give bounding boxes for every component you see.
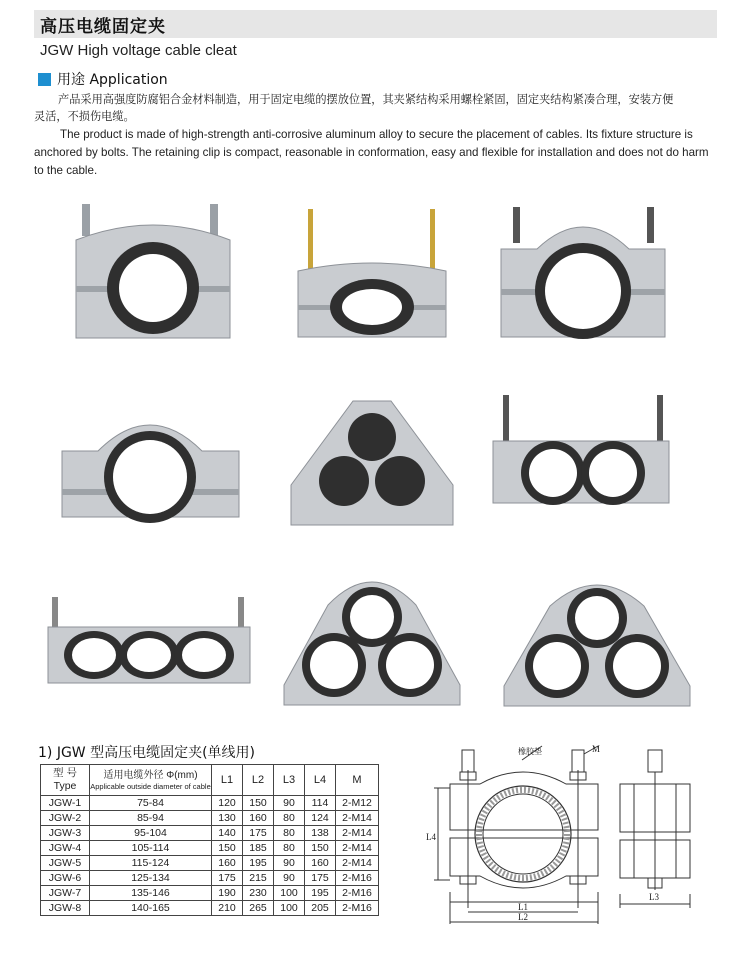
cell-m: 2-M14 [336, 856, 379, 871]
cell-l4: 124 [305, 811, 336, 826]
header-l4: L4 [305, 765, 336, 796]
cell-type: JGW-3 [41, 826, 90, 841]
header-m: M [336, 765, 379, 796]
cell-l2: 230 [243, 886, 274, 901]
cell-l1: 150 [212, 841, 243, 856]
cell-l3: 80 [274, 841, 305, 856]
section-heading [38, 69, 168, 89]
cell-m: 2-M16 [336, 871, 379, 886]
double-cable-cleat-photo [489, 393, 674, 528]
cell-l1: 130 [212, 811, 243, 826]
bullet-square-icon [38, 73, 51, 86]
cell-l4: 175 [305, 871, 336, 886]
cell-diameter: 140-165 [90, 901, 212, 916]
page-title: 高压电缆固定夹 [40, 17, 166, 37]
cell-type: JGW-8 [41, 901, 90, 916]
cell-type: JGW-7 [41, 886, 90, 901]
cell-l3: 100 [274, 901, 305, 916]
cell-l3: 100 [274, 886, 305, 901]
single-cable-cleat-dark-photo [497, 205, 669, 345]
cell-l3: 90 [274, 871, 305, 886]
cell-diameter: 95-104 [90, 826, 212, 841]
cell-l2: 195 [243, 856, 274, 871]
cell-diameter: 75-84 [90, 796, 212, 811]
para-en-line3: to the cable. [34, 164, 98, 177]
cell-l1: 140 [212, 826, 243, 841]
cell-type: JGW-2 [41, 811, 90, 826]
table-row [41, 871, 379, 886]
table-row [41, 901, 379, 916]
cell-m: 2-M16 [336, 886, 379, 901]
single-cable-cleat-large-photo [68, 200, 238, 350]
header-type [41, 765, 90, 796]
cell-l3: 90 [274, 796, 305, 811]
cell-type: JGW-1 [41, 796, 90, 811]
cell-l2: 160 [243, 811, 274, 826]
cell-l1: 120 [212, 796, 243, 811]
three-cable-flat-cleat-photo [44, 595, 254, 705]
cell-diameter: 135-146 [90, 886, 212, 901]
table-title: 1) JGW 型高压电缆固定夹(单线用) [38, 745, 256, 761]
table-row [41, 841, 379, 856]
cell-diameter: 115-124 [90, 856, 212, 871]
cell-l3: 80 [274, 826, 305, 841]
header-dia-en: Applicable outside diameter of cable [90, 782, 211, 791]
header-dia-zh: 适用电缆外径 Φ(mm) [103, 770, 198, 781]
cell-m: 2-M14 [336, 826, 379, 841]
cell-m: 2-M14 [336, 841, 379, 856]
trefoil-cleat-photo [280, 565, 465, 710]
cell-l4: 150 [305, 841, 336, 856]
label-l4: L4 [426, 832, 436, 842]
cell-l4: 160 [305, 856, 336, 871]
cell-m: 2-M12 [336, 796, 379, 811]
cell-l4: 138 [305, 826, 336, 841]
table-row [41, 856, 379, 871]
single-cable-cleat-wide-photo [58, 405, 243, 530]
label-l3: L3 [649, 892, 659, 902]
section-heading-label: 用途 Application [57, 72, 168, 88]
para-zh-line2: 灵活，不损伤电缆。 [34, 110, 135, 123]
cell-l4: 195 [305, 886, 336, 901]
header-type-zh: 型 号 [53, 767, 77, 779]
cell-type: JGW-6 [41, 871, 90, 886]
label-m: M [592, 744, 601, 754]
cell-l4: 114 [305, 796, 336, 811]
table-header-row [41, 765, 379, 796]
front-view-drawing [420, 742, 610, 932]
cell-l1: 160 [212, 856, 243, 871]
cell-l3: 80 [274, 811, 305, 826]
cell-type: JGW-5 [41, 856, 90, 871]
header-l3: L3 [274, 765, 305, 796]
header-l2: L2 [243, 765, 274, 796]
cell-l2: 185 [243, 841, 274, 856]
cell-diameter: 105-114 [90, 841, 212, 856]
cell-l2: 150 [243, 796, 274, 811]
trefoil-cleat-spring-photo [500, 570, 695, 710]
label-l1: L1 [518, 902, 528, 912]
para-zh-line1: 产品采用高强度防腐铝合金材料制造，用于固定电缆的摆放位置，其夹紧结构采用螺栓紧固，固定夹结构紧凑合理，安装方便 [58, 93, 674, 106]
cell-m: 2-M14 [336, 811, 379, 826]
side-view-drawing [612, 742, 702, 912]
spec-table [40, 764, 379, 916]
cell-type: JGW-4 [41, 841, 90, 856]
para-en-line1: The product is made of high-strength anti-corrosive aluminum alloy to secure the placement of cables. Its fixture structure is [60, 128, 693, 141]
cell-l4: 205 [305, 901, 336, 916]
label-l2: L2 [518, 912, 528, 922]
cell-l1: 190 [212, 886, 243, 901]
cell-l3: 90 [274, 856, 305, 871]
cell-l1: 175 [212, 871, 243, 886]
cell-diameter: 125-134 [90, 871, 212, 886]
cell-diameter: 85-94 [90, 811, 212, 826]
header-l1: L1 [212, 765, 243, 796]
para-en-line2: anchored by bolts. The retaining clip is compact, reasonable in conformation, easy and flexible for installation and does not do harm [34, 146, 709, 159]
table-row [41, 811, 379, 826]
cell-l2: 175 [243, 826, 274, 841]
table-row [41, 826, 379, 841]
header-type-en: Type [53, 780, 77, 792]
cell-l2: 215 [243, 871, 274, 886]
cell-l1: 210 [212, 901, 243, 916]
single-cable-cleat-spring-photo [290, 205, 455, 345]
trefoil-cleat-peaked-photo [283, 385, 461, 530]
cell-l2: 265 [243, 901, 274, 916]
header-diameter [90, 765, 212, 796]
label-rubber-pad: 橡胶垫 [518, 747, 542, 756]
table-row [41, 886, 379, 901]
table-row [41, 796, 379, 811]
page-subtitle: JGW High voltage cable cleat [40, 42, 237, 59]
cell-m: 2-M16 [336, 901, 379, 916]
